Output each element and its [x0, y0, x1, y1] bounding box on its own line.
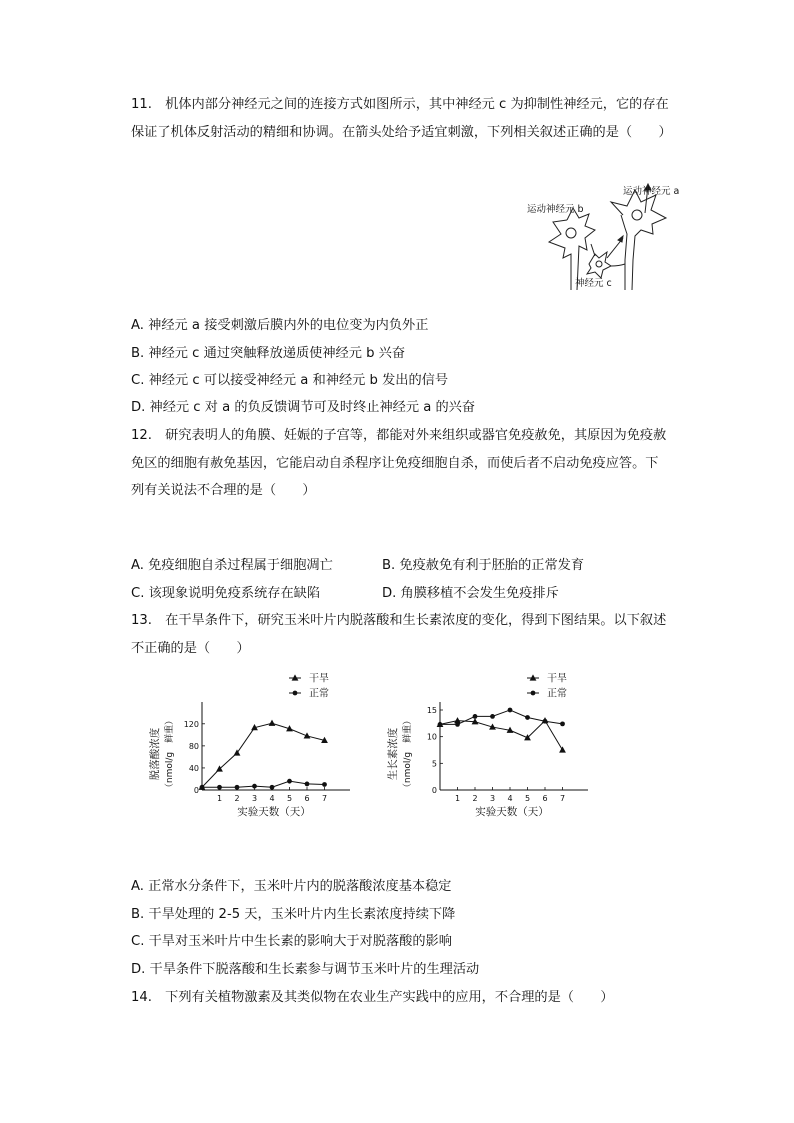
data-point-circle: [455, 722, 460, 727]
legend-marker-circle: [531, 691, 536, 696]
legend-label: 干旱: [547, 673, 567, 685]
legend-label: 干旱: [309, 673, 329, 685]
x-axis-label: 实验天数（天）: [237, 806, 311, 818]
x-tick-label: 3: [251, 794, 258, 803]
x-tick-label: 5: [524, 794, 531, 803]
series-line-triangle: [202, 723, 325, 787]
legend-label: 正常: [547, 688, 567, 700]
abscisic-acid-chart: [140, 668, 370, 823]
q12-stem-line-2: 免区的细胞有赦免基因，它能启动自杀程序让免疫细胞自杀，而使后者不启动免疫应答。下: [131, 456, 659, 471]
data-point-circle: [252, 784, 257, 789]
x-tick-label: 2: [472, 794, 478, 803]
y-tick-label: 5: [431, 759, 437, 769]
y-tick-label: 40: [188, 763, 199, 773]
data-point-circle: [200, 785, 205, 790]
data-point-circle: [490, 714, 495, 719]
label-neuron-c: 神经元 c: [575, 278, 612, 289]
q12-option-d: D. 角膜移植不会发生免疫排斥: [382, 586, 559, 601]
data-point-circle: [287, 779, 292, 784]
x-tick-label: 1: [216, 794, 223, 803]
data-point-circle: [322, 782, 327, 787]
q12-option-a: A. 免疫细胞自杀过程属于细胞凋亡: [131, 558, 333, 573]
data-point-circle: [508, 708, 513, 713]
data-point-circle: [217, 785, 222, 790]
data-point-circle: [473, 714, 478, 719]
data-point-circle: [543, 719, 548, 724]
legend-marker-circle: [293, 691, 298, 696]
neuron-figure: [515, 178, 700, 293]
data-point-circle: [270, 785, 275, 790]
x-tick-label: 6: [542, 794, 548, 803]
x-tick-label: 5: [286, 794, 293, 803]
legend-label: 正常: [309, 688, 329, 700]
q12-stem-line-1: 12. 研究表明人的角膜、妊娠的子宫等，都能对外来组织或器官免疫赦免，其原因为免疫赦: [131, 428, 667, 443]
x-tick-label: 3: [489, 794, 496, 803]
x-tick-label: 7: [321, 794, 328, 803]
q13-option-a: A. 正常水分条件下，玉米叶片内的脱落酸浓度基本稳定: [131, 879, 452, 894]
q13-option-d: D. 干旱条件下脱落酸和生长素参与调节玉米叶片的生理活动: [131, 962, 480, 977]
q13-option-c: C. 干旱对玉米叶片中生长素的影响大于对脱落酸的影响: [131, 934, 452, 949]
data-point-circle: [305, 782, 310, 787]
data-point-circle: [438, 722, 443, 727]
q13-stem-line-1: 13. 在干旱条件下，研究玉米叶片内脱落酸和生长素浓度的变化，得到下图结果。以下叙述: [131, 613, 667, 628]
q11-option-c: C. 神经元 c 可以接受神经元 a 和神经元 b 发出的信号: [131, 373, 449, 388]
x-tick-label: 1: [454, 794, 461, 803]
q11-stem-line-1: 11. 机体内部分神经元之间的连接方式如图所示，其中神经元 c 为抑制性神经元，它的存在: [131, 97, 669, 112]
label-neuron-b: 运动神经元 b: [527, 204, 584, 215]
y-tick-label: 10: [426, 732, 437, 742]
y-tick-label: 0: [193, 786, 199, 795]
x-axis-label: 实验天数（天）: [475, 806, 549, 818]
auxin-chart: [378, 668, 608, 823]
x-tick-label: 2: [234, 794, 240, 803]
q11-option-d: D. 神经元 c 对 a 的负反馈调节可及时终止神经元 a 的兴奋: [131, 400, 476, 415]
x-tick-label: 6: [304, 794, 310, 803]
y-tick-label: 80: [188, 741, 199, 751]
q12-option-b: B. 免疫赦免有利于胚胎的正常发育: [382, 558, 585, 573]
label-neuron-a: 运动神经元 a: [623, 186, 680, 197]
y-axis-unit: （nmol/g 鲜重）: [165, 715, 175, 793]
x-tick-label: 4: [507, 794, 513, 803]
data-point-triangle: [559, 746, 566, 752]
y-axis-label: 生长素浓度: [387, 727, 399, 781]
q12-option-c: C. 该现象说明免疫系统存在缺陷: [131, 586, 321, 601]
x-tick-label: 7: [559, 794, 566, 803]
q14-stem-line-1: 14. 下列有关植物激素及其类似物在农业生产实践中的应用，不合理的是（ ）: [131, 990, 614, 1005]
data-point-triangle: [269, 720, 276, 726]
q11-stem-line-2: 保证了机体反射活动的精细和协调。在箭头处给予适宜刺激，下列相关叙述正确的是（ ）: [131, 125, 672, 140]
q13-stem-line-2: 不正确的是（ ）: [131, 641, 250, 656]
y-tick-label: 15: [426, 706, 437, 715]
y-axis-label: 脱落酸浓度: [149, 727, 161, 781]
data-point-circle: [560, 721, 565, 726]
y-tick-label: 120: [183, 719, 199, 729]
q12-stem-line-3: 列有关说法不合理的是（ ）: [131, 483, 316, 498]
x-tick-label: 4: [269, 794, 275, 803]
q11-option-a: A. 神经元 a 接受刺激后膜内外的电位变为内负外正: [131, 318, 429, 333]
q13-option-b: B. 干旱处理的 2-5 天，玉米叶片内生长素浓度持续下降: [131, 907, 456, 922]
data-point-circle: [525, 715, 530, 720]
y-axis-unit: （nmol/g 鲜重）: [403, 715, 413, 793]
data-point-circle: [235, 785, 240, 790]
q11-option-b: B. 神经元 c 通过突触释放递质使神经元 b 兴奋: [131, 346, 406, 361]
y-tick-label: 0: [431, 786, 437, 795]
